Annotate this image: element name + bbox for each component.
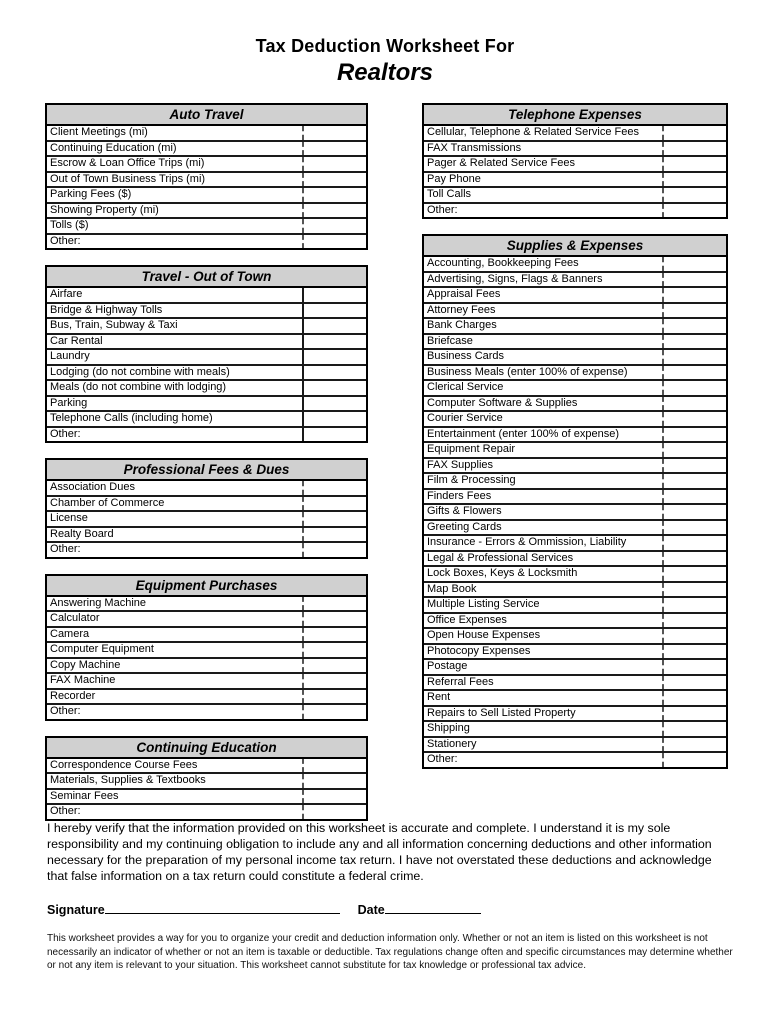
section-professional-fees-dues (45, 458, 368, 559)
row-label: Computer Equipment (50, 643, 154, 655)
table-row (47, 288, 366, 302)
row-label: Pager & Related Service Fees (427, 157, 575, 169)
amount-cell[interactable] (662, 443, 726, 457)
section-auto-travel (45, 103, 368, 250)
amount-cell[interactable] (302, 759, 366, 773)
amount-cell[interactable] (302, 412, 366, 426)
table-row (47, 759, 366, 773)
amount-cell[interactable] (302, 597, 366, 611)
row-label: Referral Fees (427, 675, 494, 688)
table-row (47, 672, 366, 688)
row-label: Finders Fees (427, 489, 492, 502)
table-row (424, 410, 726, 426)
row-label: Tolls ($) (50, 219, 89, 231)
table-row (424, 441, 726, 457)
row-label: Shipping (427, 722, 470, 734)
table-row (47, 395, 366, 411)
section-continuing-education (45, 736, 368, 821)
table-row (47, 202, 366, 218)
table-row (424, 333, 726, 349)
amount-cell[interactable] (302, 628, 366, 642)
row-label: Greeting Cards (427, 520, 502, 533)
row-label: Other: (427, 203, 458, 216)
table-row (47, 140, 366, 156)
table-row (47, 410, 366, 426)
amount-cell[interactable] (302, 774, 366, 788)
row-label: Meals (do not combine with lodging) (50, 381, 227, 393)
table-row (47, 610, 366, 626)
amount-cell[interactable] (662, 707, 726, 721)
row-label: Attorney Fees (427, 303, 496, 316)
signature-label: Signature (47, 903, 105, 917)
table-row (424, 581, 726, 597)
amount-cell[interactable] (662, 366, 726, 380)
table-row (424, 488, 726, 504)
table-row (47, 217, 366, 233)
row-label: Rent (427, 691, 451, 703)
amount-cell[interactable] (662, 583, 726, 597)
row-label: FAX Supplies (427, 458, 494, 471)
table-row (424, 720, 726, 736)
table-row (424, 155, 726, 171)
row-label: Map Book (427, 582, 477, 595)
row-label: FAX Machine (50, 674, 116, 686)
amount-cell[interactable] (662, 319, 726, 333)
amount-cell[interactable] (302, 366, 366, 380)
row-label: Bank Charges (427, 319, 497, 331)
amount-cell[interactable] (302, 428, 366, 442)
amount-cell[interactable] (302, 690, 366, 704)
table-row (424, 627, 726, 643)
table-row (424, 736, 726, 752)
section-title: Travel - Out of Town (47, 267, 366, 288)
amount-cell[interactable] (302, 790, 366, 804)
amount-cell[interactable] (302, 528, 366, 542)
row-label: Out of Town Business Trips (mi) (50, 172, 206, 185)
row-label: Other: (50, 234, 81, 247)
section-title: Telephone Expenses (424, 105, 726, 126)
amount-cell[interactable] (662, 204, 726, 218)
row-label: Equipment Repair (427, 443, 516, 455)
amount-cell[interactable] (302, 288, 366, 302)
row-label: Copy Machine (50, 658, 121, 671)
amount-cell[interactable] (302, 126, 366, 140)
row-label: Continuing Education (mi) (50, 141, 177, 154)
amount-cell[interactable] (302, 235, 366, 249)
table-row (47, 379, 366, 395)
amount-cell[interactable] (302, 805, 366, 819)
amount-cell[interactable] (302, 204, 366, 218)
amount-cell[interactable] (662, 474, 726, 488)
signature-row (47, 901, 731, 917)
table-row (424, 395, 726, 411)
amount-cell[interactable] (302, 173, 366, 187)
amount-cell[interactable] (302, 497, 366, 511)
amount-cell[interactable] (662, 273, 726, 287)
amount-cell[interactable] (302, 350, 366, 364)
amount-cell[interactable] (662, 126, 726, 140)
table-row (424, 658, 726, 674)
table-row (47, 526, 366, 542)
amount-cell[interactable] (662, 645, 726, 659)
table-row (424, 379, 726, 395)
amount-cell[interactable] (662, 598, 726, 612)
section-supplies-expenses (422, 234, 728, 769)
section-title: Equipment Purchases (47, 576, 366, 597)
page-title-line1: Tax Deduction Worksheet For (255, 36, 515, 56)
section-title: Continuing Education (47, 738, 366, 759)
table-row (424, 126, 726, 140)
amount-cell[interactable] (662, 257, 726, 271)
amount-cell[interactable] (662, 350, 726, 364)
row-label: Appraisal Fees (427, 288, 501, 300)
amount-cell[interactable] (662, 691, 726, 705)
date-line[interactable] (385, 901, 481, 914)
table-row (424, 751, 726, 767)
amount-cell[interactable] (302, 335, 366, 349)
row-label: Cellular, Telephone & Related Service Fees (427, 126, 639, 138)
row-label: Insurance - Errors & Ommission, Liability (427, 536, 627, 548)
row-label: Repairs to Sell Listed Property (427, 706, 576, 719)
page-title-line2: Realtors (336, 59, 434, 86)
amount-cell[interactable] (662, 335, 726, 349)
amount-cell[interactable] (302, 481, 366, 495)
table-row (424, 689, 726, 705)
row-label: Toll Calls (427, 188, 472, 200)
table-row (47, 426, 366, 442)
amount-cell[interactable] (662, 142, 726, 156)
amount-cell[interactable] (662, 490, 726, 504)
row-label: Escrow & Loan Office Trips (mi) (50, 157, 205, 169)
right-column (422, 103, 728, 784)
amount-cell[interactable] (662, 288, 726, 302)
row-label: Pay Phone (427, 172, 481, 185)
table-row (424, 472, 726, 488)
row-label: Entertainment (enter 100% of expense) (427, 427, 620, 440)
amount-cell[interactable] (302, 142, 366, 156)
table-row (47, 126, 366, 140)
row-label: Materials, Supplies & Textbooks (50, 774, 206, 786)
row-label: Other: (50, 805, 81, 817)
row-label: Parking (50, 396, 88, 409)
row-label: Chamber of Commerce (50, 496, 165, 509)
page-title (0, 36, 770, 87)
table-row (47, 641, 366, 657)
table-row (47, 703, 366, 719)
amount-cell[interactable] (302, 705, 366, 719)
amount-cell[interactable] (662, 505, 726, 519)
table-row (424, 534, 726, 550)
table-row (424, 202, 726, 218)
row-label: Showing Property (mi) (50, 203, 159, 216)
row-label: Car Rental (50, 334, 103, 347)
amount-cell[interactable] (302, 674, 366, 688)
table-row (424, 705, 726, 721)
row-label: Computer Software & Supplies (427, 396, 578, 409)
row-label: Association Dues (50, 481, 135, 493)
row-label: Advertising, Signs, Flags & Banners (427, 272, 603, 285)
amount-cell[interactable] (662, 428, 726, 442)
row-label: Seminar Fees (50, 789, 119, 802)
amount-cell[interactable] (662, 567, 726, 581)
table-row (424, 596, 726, 612)
table-row (424, 612, 726, 628)
table-row (424, 364, 726, 380)
section-travel-out-of-town (45, 265, 368, 443)
amount-cell[interactable] (302, 219, 366, 233)
section-equipment-purchases (45, 574, 368, 721)
amount-cell[interactable] (662, 629, 726, 643)
row-label: Recorder (50, 689, 96, 702)
amount-cell[interactable] (662, 459, 726, 473)
table-row (47, 233, 366, 249)
table-row (424, 519, 726, 535)
table-row (424, 643, 726, 659)
table-row (424, 140, 726, 156)
amount-cell[interactable] (662, 614, 726, 628)
row-label: License (50, 512, 88, 524)
amount-cell[interactable] (662, 381, 726, 395)
row-label: Other: (50, 543, 81, 555)
table-row (47, 302, 366, 318)
row-label: Answering Machine (50, 596, 146, 609)
amount-cell[interactable] (662, 738, 726, 752)
table-row (47, 155, 366, 171)
amount-cell[interactable] (662, 397, 726, 411)
row-label: Courier Service (427, 412, 503, 424)
row-label: Business Meals (enter 100% of expense) (427, 365, 628, 378)
row-label: Lock Boxes, Keys & Locksmith (427, 567, 578, 579)
amount-cell[interactable] (302, 188, 366, 202)
table-row (47, 803, 366, 819)
row-label: Other: (427, 753, 458, 765)
amount-cell[interactable] (302, 512, 366, 526)
amount-cell[interactable] (662, 660, 726, 674)
row-label: FAX Transmissions (427, 141, 522, 154)
disclaimer-text: This worksheet provides a way for you to organize your credit and deduction information only. Whether or not an item is listed on this worksheet is not necessarily an indicator of whether or not an item is taxable or deductible. Tax regulations change often and specific circumstances may determine whether or not any item is relevant to your situation. This worksheet cannot substitute for tax knowledge or professional tax advice. (47, 933, 733, 971)
amount-cell[interactable] (302, 304, 366, 318)
table-row (424, 286, 726, 302)
row-label: Multiple Listing Service (427, 598, 540, 610)
amount-cell[interactable] (302, 543, 366, 557)
amount-cell[interactable] (662, 173, 726, 187)
amount-cell[interactable] (302, 643, 366, 657)
row-label: Bus, Train, Subway & Taxi (50, 319, 178, 331)
section-telephone-expenses (422, 103, 728, 219)
row-label: Business Cards (427, 350, 505, 362)
table-row (47, 317, 366, 333)
amount-cell[interactable] (302, 381, 366, 395)
table-row (47, 495, 366, 511)
row-label: Airfare (50, 288, 83, 300)
amount-cell[interactable] (662, 552, 726, 566)
row-label: Parking Fees ($) (50, 188, 132, 200)
table-row (424, 317, 726, 333)
table-row (47, 186, 366, 202)
amount-cell[interactable] (302, 157, 366, 171)
row-label: Clerical Service (427, 381, 504, 393)
date-label: Date (357, 903, 385, 917)
table-row (47, 541, 366, 557)
amount-cell[interactable] (302, 659, 366, 673)
row-label: Photocopy Expenses (427, 644, 531, 657)
table-row (47, 657, 366, 673)
table-row (47, 364, 366, 380)
table-row (424, 457, 726, 473)
amount-cell[interactable] (662, 676, 726, 690)
table-row (47, 333, 366, 349)
table-row (47, 348, 366, 364)
table-row (424, 348, 726, 364)
table-row (424, 426, 726, 442)
section-title: Professional Fees & Dues (47, 460, 366, 481)
table-row (424, 674, 726, 690)
table-row (424, 257, 726, 271)
row-label: Camera (50, 627, 90, 640)
signature-line[interactable] (105, 901, 340, 914)
amount-cell[interactable] (662, 304, 726, 318)
amount-cell[interactable] (662, 753, 726, 767)
row-label: Legal & Professional Services (427, 551, 574, 564)
table-row (424, 565, 726, 581)
row-label: Laundry (50, 350, 90, 362)
declaration-text: I hereby verify that the information provided on this worksheet is accurate and complete. I understand it is my sole responsibility and my continuing obligation to include any and all information concerning deductions and other information necessary for the preparation of my personal income tax return. I have not overstated these deductions and acknowledge that false information on a tax return could constitute a federal crime. (47, 821, 712, 883)
table-row (47, 510, 366, 526)
amount-cell[interactable] (302, 397, 366, 411)
amount-cell[interactable] (302, 319, 366, 333)
row-label: Realty Board (50, 527, 114, 540)
section-title: Auto Travel (47, 105, 366, 126)
amount-cell[interactable] (662, 157, 726, 171)
table-row (47, 788, 366, 804)
amount-cell[interactable] (662, 722, 726, 736)
table-row (47, 772, 366, 788)
table-row (424, 550, 726, 566)
section-title: Supplies & Expenses (424, 236, 726, 257)
table-row (424, 271, 726, 287)
row-label: Accounting, Bookkeeping Fees (427, 257, 579, 269)
row-label: Other: (50, 705, 81, 717)
amount-cell[interactable] (662, 412, 726, 426)
row-label: Bridge & Highway Tolls (50, 303, 163, 316)
table-row (424, 503, 726, 519)
table-row (424, 302, 726, 318)
row-label: Lodging (do not combine with meals) (50, 365, 230, 378)
row-label: Client Meetings (mi) (50, 126, 148, 138)
row-label: Film & Processing (427, 474, 516, 486)
row-label: Postage (427, 660, 468, 672)
amount-cell[interactable] (662, 521, 726, 535)
amount-cell[interactable] (302, 612, 366, 626)
row-label: Office Expenses (427, 613, 507, 626)
row-label: Calculator (50, 612, 100, 624)
table-row (424, 186, 726, 202)
table-row (47, 626, 366, 642)
row-label: Correspondence Course Fees (50, 758, 198, 771)
table-row (47, 688, 366, 704)
left-column (45, 103, 368, 836)
row-label: Gifts & Flowers (427, 505, 502, 517)
row-label: Open House Expenses (427, 629, 541, 641)
row-label: Stationery (427, 737, 477, 750)
row-label: Briefcase (427, 334, 473, 347)
table-row (47, 481, 366, 495)
table-row (424, 171, 726, 187)
table-row (47, 597, 366, 611)
table-row (47, 171, 366, 187)
row-label: Telephone Calls (including home) (50, 412, 213, 424)
amount-cell[interactable] (662, 188, 726, 202)
row-label: Other: (50, 427, 81, 440)
amount-cell[interactable] (662, 536, 726, 550)
